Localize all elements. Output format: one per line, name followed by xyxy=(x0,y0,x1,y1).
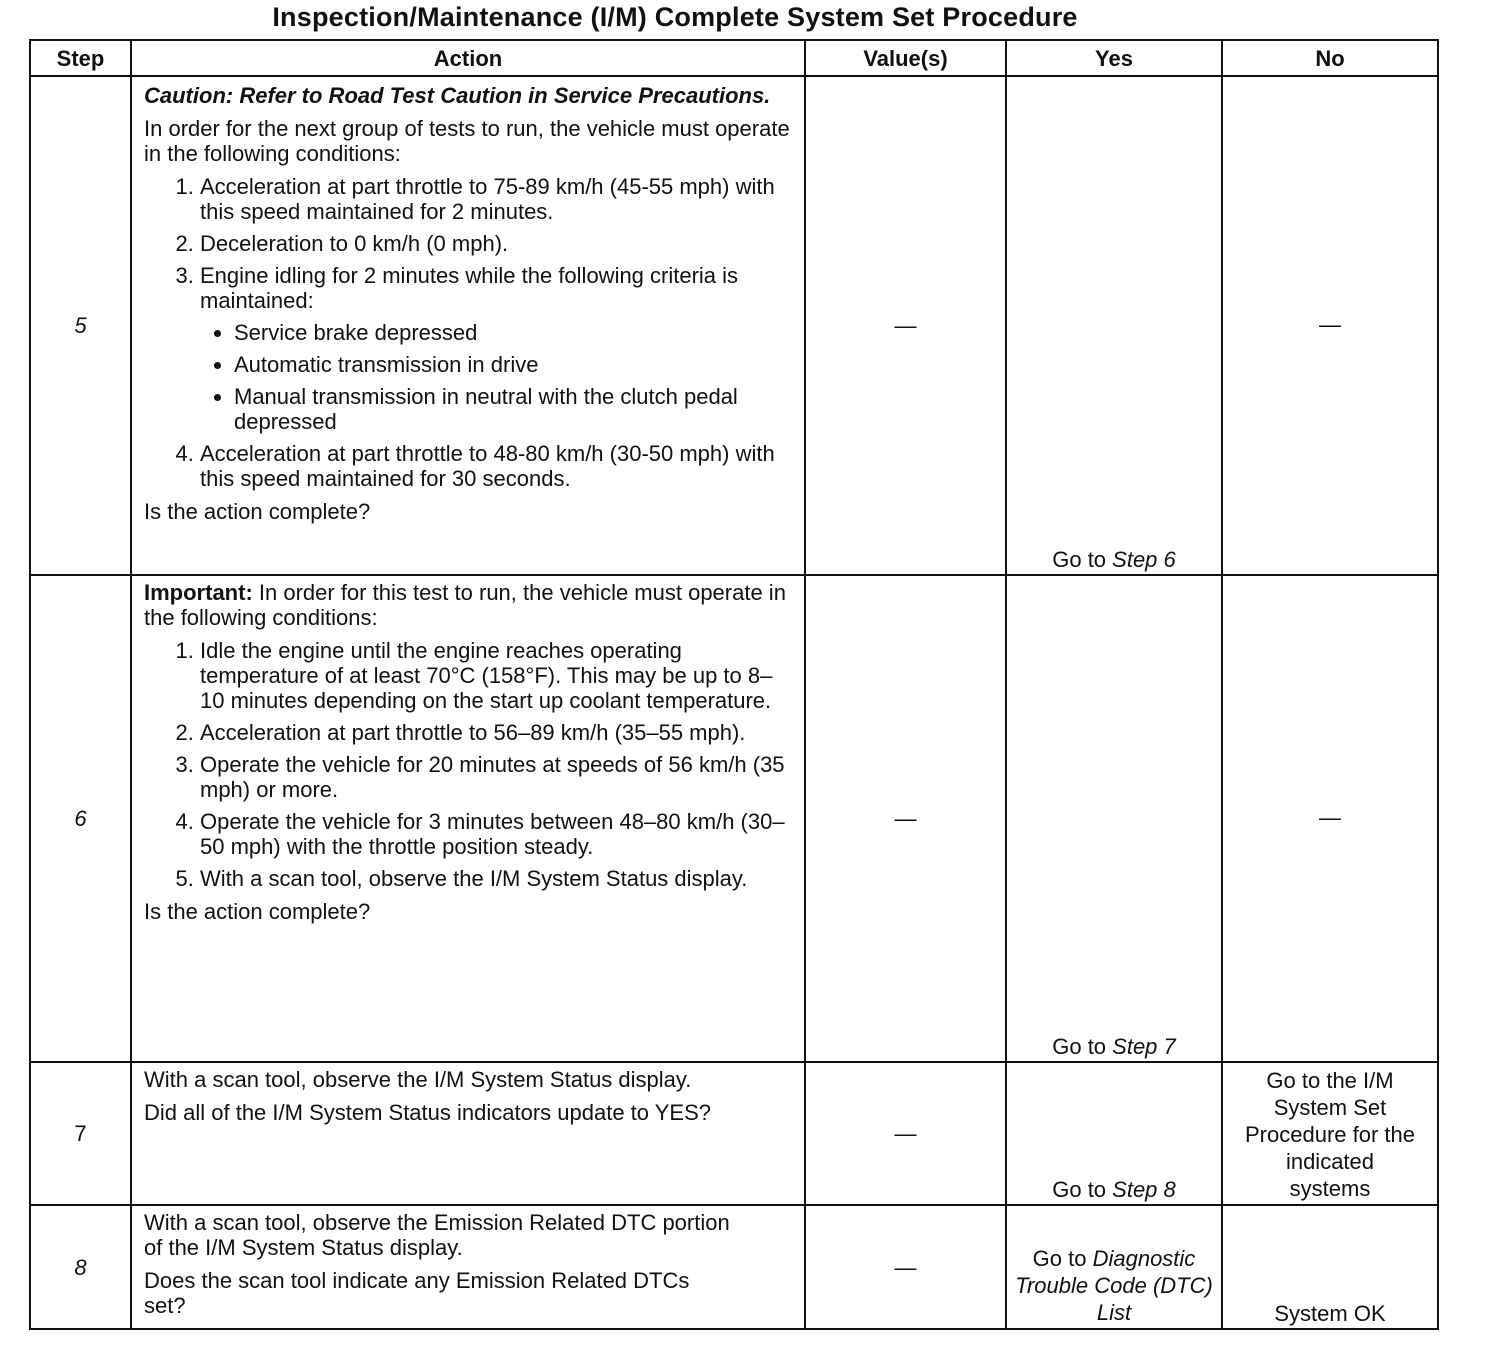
action-text: With a scan tool, observe the I/M System Status display. xyxy=(144,1067,692,1092)
value-cell: — xyxy=(805,1205,1006,1329)
table-row-step-7 xyxy=(30,1062,1438,1205)
list-item: 4. Operate the vehicle for 3 minutes between 48–80 km/h (30–50 mph) with the throttle position steady. xyxy=(200,809,794,859)
bullet-item: • Manual transmission in neutral with the clutch pedal depressed xyxy=(234,384,794,434)
header-row xyxy=(30,40,1438,76)
yes-prefix: Go to xyxy=(1052,547,1113,572)
yes-prefix: Go to xyxy=(1052,1177,1113,1202)
table-row-step-6 xyxy=(30,575,1438,1062)
intro-text: In order for the next group of tests to run, the vehicle must operate in the following conditions: xyxy=(144,116,790,166)
list-item: 1. Acceleration at part throttle to 75-89 km/h (45-55 mph) with this speed maintained for 2 minutes. xyxy=(200,174,794,224)
step-number: 7 xyxy=(30,1062,131,1205)
list-item: 1. Idle the engine until the engine reaches operating temperature of at least 70°C (158°F). This may be up to 8–10 minutes depending on the start up coolant temperature. xyxy=(200,638,794,713)
condition-list xyxy=(144,174,794,491)
list-item: 2. Acceleration at part throttle to 56–89 km/h (35–55 mph). xyxy=(200,720,794,745)
important-label: Important: xyxy=(144,580,253,605)
header-action: Action xyxy=(131,40,805,76)
question-text: Did all of the I/M System Status indicators update to YES? xyxy=(144,1100,711,1125)
yes-cell xyxy=(1006,76,1222,575)
header-values: Value(s) xyxy=(805,40,1006,76)
yes-cell xyxy=(1006,575,1222,1062)
intro-text: Important: In order for this test to run, the vehicle must operate in the following conditions: xyxy=(144,580,786,630)
yes-cell xyxy=(1006,1062,1222,1205)
list-item: 3. Operate the vehicle for 20 minutes at speeds of 56 km/h (35 mph) or more. xyxy=(200,752,794,802)
step-number: 8 xyxy=(30,1205,131,1329)
caution-text: Caution: Refer to Road Test Caution in Service Precautions. xyxy=(144,83,771,108)
table-row-step-5 xyxy=(30,76,1438,575)
condition-list xyxy=(144,638,794,891)
value-cell: — xyxy=(805,1062,1006,1205)
table-row-step-8 xyxy=(30,1205,1438,1329)
im-procedure-link[interactable]: Go to the I/M System Set Procedure for the indicated systems xyxy=(1245,1068,1415,1201)
list-item: 4. Acceleration at part throttle to 48-80 km/h (30-50 mph) with this speed maintained for 30 seconds. xyxy=(200,441,794,491)
value-cell: — xyxy=(805,76,1006,575)
bullet-item: • Service brake depressed xyxy=(234,320,794,345)
criteria-list xyxy=(200,320,794,434)
question-text: Is the action complete? xyxy=(144,899,371,924)
list-item: 5. With a scan tool, observe the I/M System Status display. xyxy=(200,866,794,891)
header-yes: Yes xyxy=(1006,40,1222,76)
yes-prefix: Go to xyxy=(1032,1246,1093,1271)
step-6-link[interactable]: Step 6 xyxy=(1112,547,1176,572)
page-title: Inspection/Maintenance (I/M) Complete System Set Procedure xyxy=(272,2,1078,32)
list-item: 2. Deceleration to 0 km/h (0 mph). xyxy=(200,231,794,256)
header-step: Step xyxy=(30,40,131,76)
list-item: 3. Engine idling for 2 minutes while the following criteria is maintained: • Service brake depressed • Automatic transmission in drive • Manual transmission in neutral with the clutch pedal depressed xyxy=(200,263,794,434)
action-cell xyxy=(131,76,805,575)
action-text: With a scan tool, observe the Emission Related DTC portion of the I/M System Status display. xyxy=(144,1210,730,1260)
no-cell xyxy=(1222,1062,1438,1205)
no-cell: — xyxy=(1222,76,1438,575)
dtc-list-link[interactable]: Diagnostic Trouble Code (DTC) List xyxy=(1015,1246,1213,1325)
step-8-link[interactable]: Step 8 xyxy=(1112,1177,1176,1202)
header-no: No xyxy=(1222,40,1438,76)
procedure-table xyxy=(29,39,1439,1330)
question-text: Is the action complete? xyxy=(144,499,371,524)
step-number: 5 xyxy=(30,76,131,575)
question-text: Does the scan tool indicate any Emission Related DTCs set? xyxy=(144,1268,690,1318)
value-cell: — xyxy=(805,575,1006,1062)
action-cell xyxy=(131,1062,805,1205)
yes-prefix: Go to xyxy=(1052,1034,1113,1059)
no-cell: — xyxy=(1222,575,1438,1062)
action-cell xyxy=(131,575,805,1062)
bullet-item: • Automatic transmission in drive xyxy=(234,352,794,377)
step-7-link[interactable]: Step 7 xyxy=(1112,1034,1176,1059)
step-number: 6 xyxy=(30,575,131,1062)
yes-cell xyxy=(1006,1205,1222,1329)
action-cell xyxy=(131,1205,805,1329)
no-cell: System OK xyxy=(1222,1205,1438,1329)
